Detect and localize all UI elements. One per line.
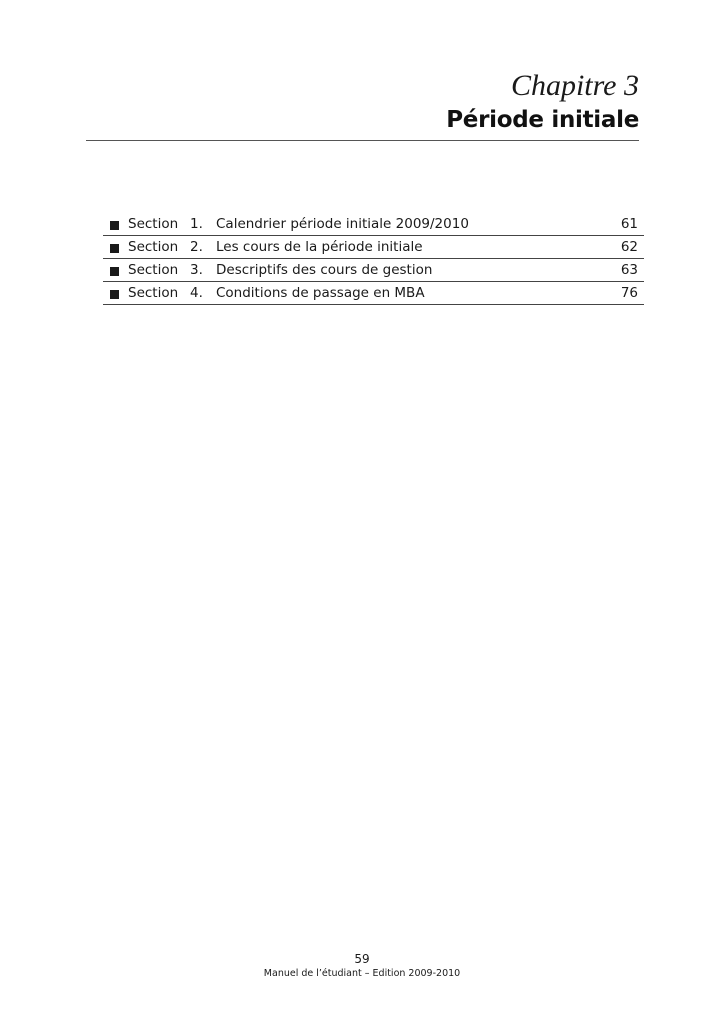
footer-text: Manuel de l’étudiant – Edition 2009-2010: [263, 968, 461, 979]
toc-entry-title: Conditions de passage en MBA: [216, 285, 425, 301]
toc-section-number: 2.: [190, 239, 203, 255]
table-of-contents: [103, 213, 644, 305]
header-divider: [86, 140, 639, 141]
square-bullet-icon: [110, 267, 119, 276]
toc-section-number: 3.: [190, 262, 203, 278]
toc-row[interactable]: [103, 282, 644, 305]
chapter-title: Période initiale: [446, 107, 639, 133]
square-bullet-icon: [110, 221, 119, 230]
toc-page-number: 62: [620, 239, 638, 255]
toc-section-number: 1.: [190, 216, 203, 232]
chapter-header: [86, 68, 639, 136]
toc-section-label: Section: [128, 262, 179, 278]
toc-page-number: 61: [620, 216, 638, 232]
square-bullet-icon: [110, 290, 119, 299]
toc-entry-title: Calendrier période initiale 2009/2010: [216, 216, 469, 232]
toc-page-number: 63: [620, 262, 638, 278]
toc-section-label: Section: [128, 285, 179, 301]
toc-entry-title: Descriptifs des cours de gestion: [216, 262, 433, 278]
toc-page-number: 76: [620, 285, 638, 301]
toc-row[interactable]: [103, 236, 644, 259]
page-footer: [0, 951, 724, 981]
toc-row[interactable]: [103, 259, 644, 282]
toc-entry-title: Les cours de la période initiale: [216, 239, 423, 255]
toc-section-number: 4.: [190, 285, 203, 301]
toc-row[interactable]: [103, 213, 644, 236]
square-bullet-icon: [110, 244, 119, 253]
toc-section-label: Section: [128, 216, 179, 232]
chapter-label: Chapitre 3: [510, 69, 639, 102]
page-number: 59: [354, 952, 370, 966]
toc-section-label: Section: [128, 239, 179, 255]
